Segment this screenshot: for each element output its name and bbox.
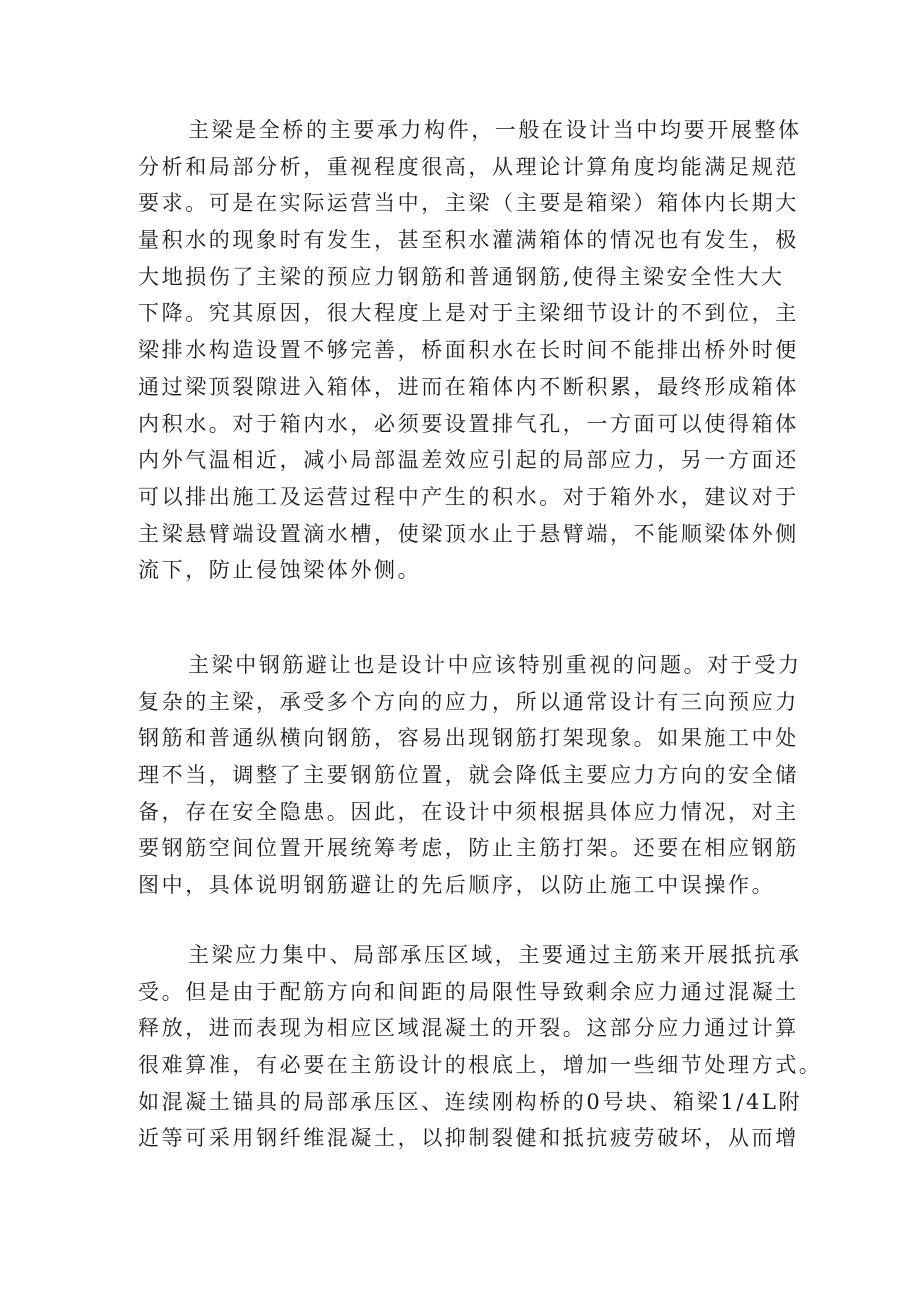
text-line: 大地损伤了主梁的预应力钢筋和普通钢筋,使得主梁安全性大大 bbox=[138, 264, 785, 289]
paragraph-drainage bbox=[138, 112, 802, 589]
text-line: 通过梁顶裂隙进入箱体，进而在箱体内不断积累，最终形成箱体 bbox=[138, 374, 799, 399]
text-line: 主梁是全桥的主要承力构件，一般在设计当中均要开展整体 bbox=[188, 118, 802, 142]
text-line: 量积水的现象时有发生，甚至积水灌满箱体的情况也有发生，极 bbox=[138, 228, 799, 253]
paragraph-rebar-avoidance bbox=[138, 647, 802, 904]
text-line: 受。但是由于配筋方向和间距的局限性导致剩余应力通过混凝土 bbox=[138, 979, 799, 1004]
text-line: 梁排水构造设置不够完善，桥面积水在长时间不能排出桥外时便 bbox=[138, 338, 799, 363]
text-line: 分析和局部分析，重视程度很高，从理论计算角度均能满足规范 bbox=[138, 154, 799, 179]
text-line: 主梁应力集中、局部承压区域，主要通过主筋来开展抵抗承 bbox=[188, 943, 802, 967]
text-line: 要钢筋空间位置开展统筹考虑，防止主筋打架。还要在相应钢筋 bbox=[138, 836, 799, 861]
text-line: 复杂的主梁，承受多个方向的应力，所以通常设计有三向预应力 bbox=[138, 689, 799, 714]
text-line: 内积水。对于箱内水，必须要设置排气孔，一方面可以使得箱体 bbox=[138, 411, 799, 436]
text-line: 很难算准，有必要在主筋设计的根底上，增加一些细节处理方式。 bbox=[138, 1053, 823, 1078]
text-line: 理不当，调整了主要钢筋位置，就会降低主要应力方向的安全储 bbox=[138, 763, 799, 788]
text-line: 可以排出施工及运营过程中产生的积水。对于箱外水，建议对于 bbox=[138, 484, 799, 509]
text-line: 主梁悬臂端设置滴水槽，使梁顶水止于悬臂端，不能顺梁体外侧 bbox=[138, 521, 799, 546]
text-line: 近等可采用钢纤维混凝土，以抑制裂健和抵抗疲劳破坏，从而增 bbox=[138, 1126, 799, 1151]
text-line: 释放，进而表现为相应区域混凝土的开裂。这部分应力通过计算 bbox=[138, 1016, 799, 1041]
text-line: 流下，防止侵蚀梁体外侧。 bbox=[138, 558, 422, 583]
text-line: 钢筋和普通纵横向钢筋，容易出现钢筋打架现象。如果施工中处 bbox=[138, 726, 799, 751]
text-line: 内外气温相近，减小局部温差效应引起的局部应力，另一方面还 bbox=[138, 448, 799, 473]
text-line: 下降。究其原因，很大程度上是对于主梁细节设计的不到位，主 bbox=[138, 301, 799, 326]
text-line: 要求。可是在实际运营当中，主梁（主要是箱梁）箱体内长期大 bbox=[138, 191, 799, 216]
text-line: 备，存在安全隐患。因此，在设计中须根据具体应力情况，对主 bbox=[138, 799, 799, 824]
paragraph-stress-concentration bbox=[138, 937, 823, 1157]
text-line: 主梁中钢筋避让也是设计中应该特别重视的问题。对于受力 bbox=[188, 653, 802, 677]
text-line: 如混凝土锚具的局部承压区、连续刚构桥的0号块、箱梁1/4L附 bbox=[138, 1089, 803, 1114]
text-line: 图中，具体说明钢筋避让的先后顺序，以防止施工中误操作。 bbox=[138, 873, 776, 898]
